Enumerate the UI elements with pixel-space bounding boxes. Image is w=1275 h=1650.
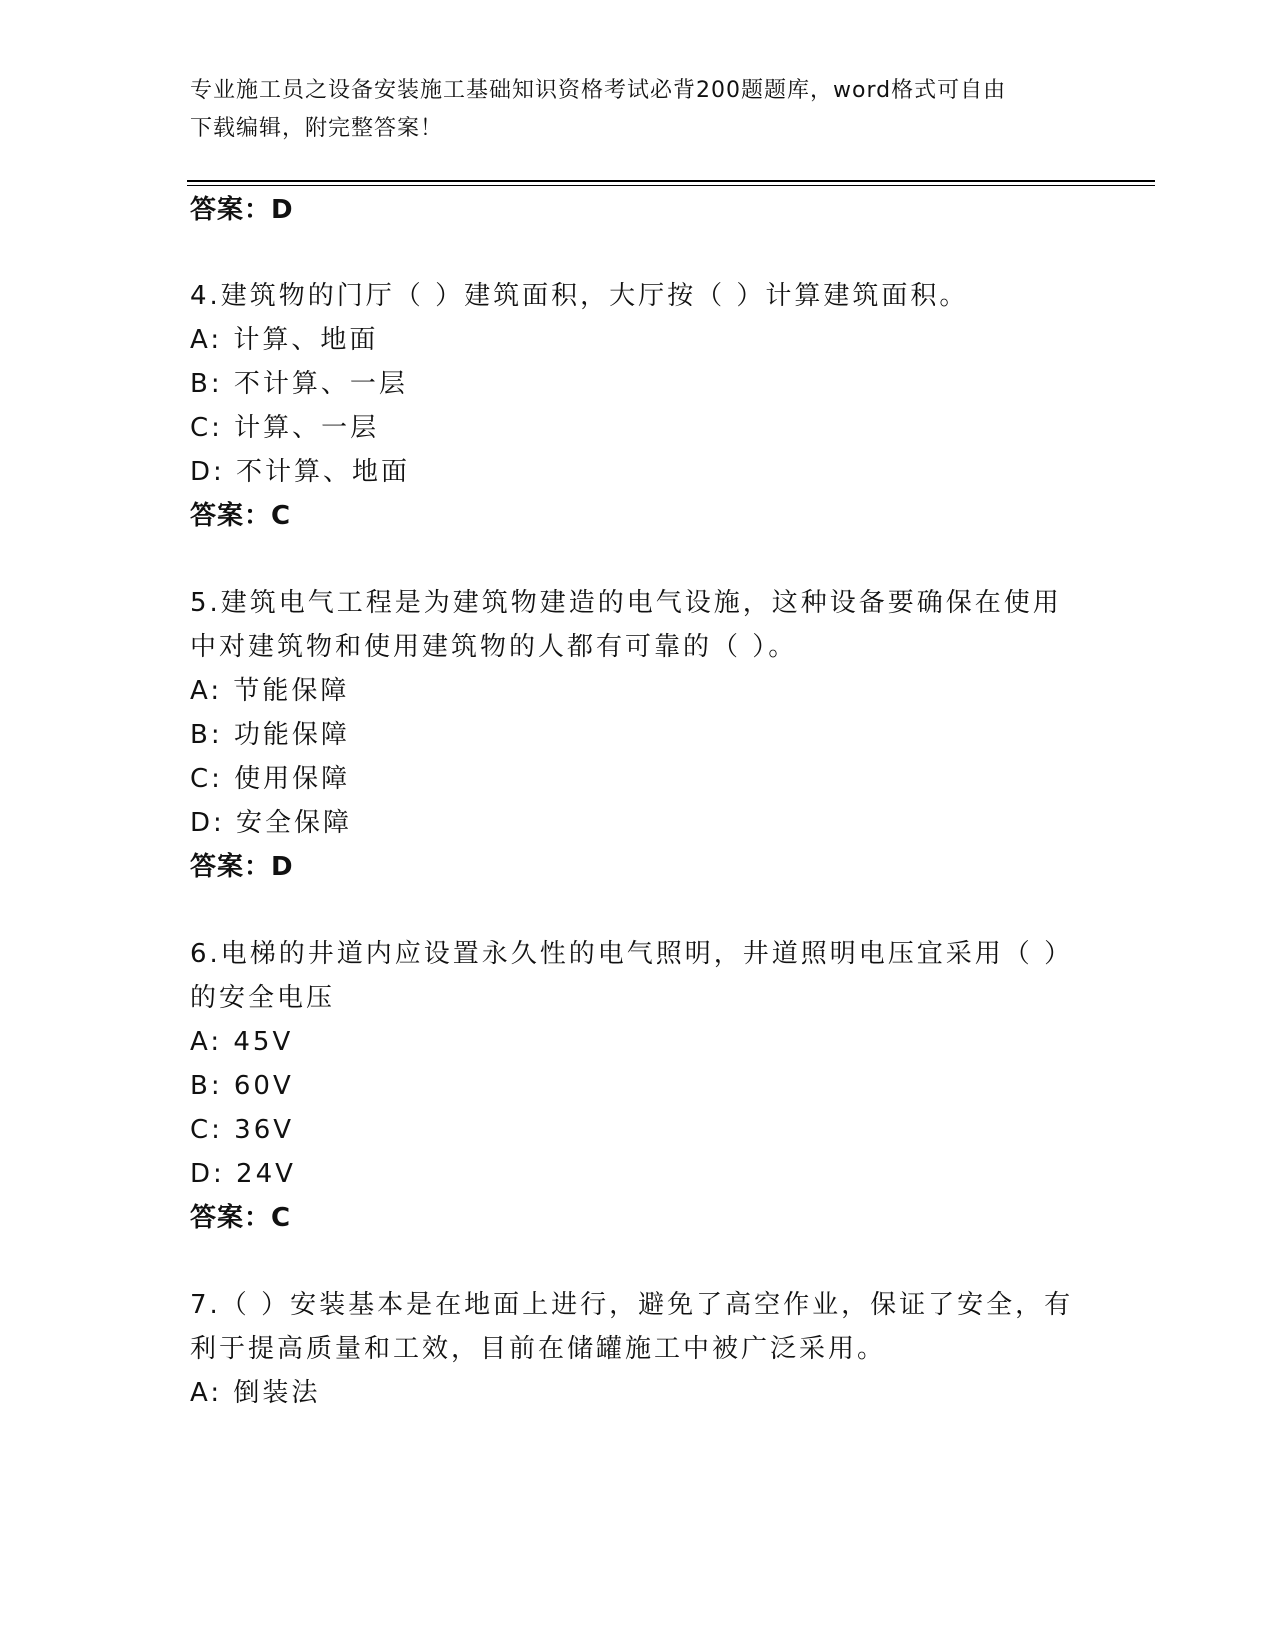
question-6-stem-line-2: 的安全电压 xyxy=(190,983,336,1013)
question-6-option-d: D: 24V xyxy=(190,1159,296,1189)
question-5-option-b: B: 功能保障 xyxy=(190,720,350,750)
question-6-answer: 答案：C xyxy=(190,1203,292,1233)
question-5-option-d: D: 安全保障 xyxy=(190,808,353,838)
header-line-1: 专业施工员之设备安装施工基础知识资格考试必背200题题库，word格式可自由 xyxy=(190,78,1007,103)
header-divider-thin xyxy=(187,185,1155,186)
question-6-option-c: C: 36V xyxy=(190,1115,295,1145)
question-4-option-a: A: 计算、地面 xyxy=(190,325,379,355)
question-6-stem-line-1: 6.电梯的井道内应设置永久性的电气照明，井道照明电压宜采用（ ） xyxy=(190,939,1074,969)
question-7-stem-line-2: 利于提高质量和工效，目前在储罐施工中被广泛采用。 xyxy=(190,1334,887,1364)
question-4-option-d: D: 不计算、地面 xyxy=(190,457,411,487)
question-5-answer: 答案：D xyxy=(190,852,294,882)
question-4-answer: 答案：C xyxy=(190,501,292,531)
question-6-option-b: B: 60V xyxy=(190,1071,294,1101)
question-4-option-c: C: 计算、一层 xyxy=(190,413,380,443)
question-5-option-a: A: 节能保障 xyxy=(190,676,350,706)
answer-text: 答案：D xyxy=(190,195,294,225)
question-5-stem-line-1: 5.建筑电气工程是为建筑物建造的电气设施，这种设备要确保在使用 xyxy=(190,588,1062,618)
question-7-stem-line-1: 7.（ ）安装基本是在地面上进行，避免了高空作业，保证了安全，有 xyxy=(190,1290,1074,1320)
header-divider xyxy=(187,180,1155,182)
header-line-2: 下载编辑，附完整答案！ xyxy=(190,116,444,141)
question-7-option-a: A: 倒装法 xyxy=(190,1378,321,1408)
question-6-option-a: A: 45V xyxy=(190,1027,294,1057)
question-4-stem: 4.建筑物的门厅（ ）建筑面积，大厅按（ ）计算建筑面积。 xyxy=(190,281,969,311)
question-5-stem-line-2: 中对建筑物和使用建筑物的人都有可靠的（ ）。 xyxy=(190,632,798,662)
question-4-option-b: B: 不计算、一层 xyxy=(190,369,408,399)
document-header xyxy=(190,72,1090,148)
question-5-option-c: C: 使用保障 xyxy=(190,764,351,794)
